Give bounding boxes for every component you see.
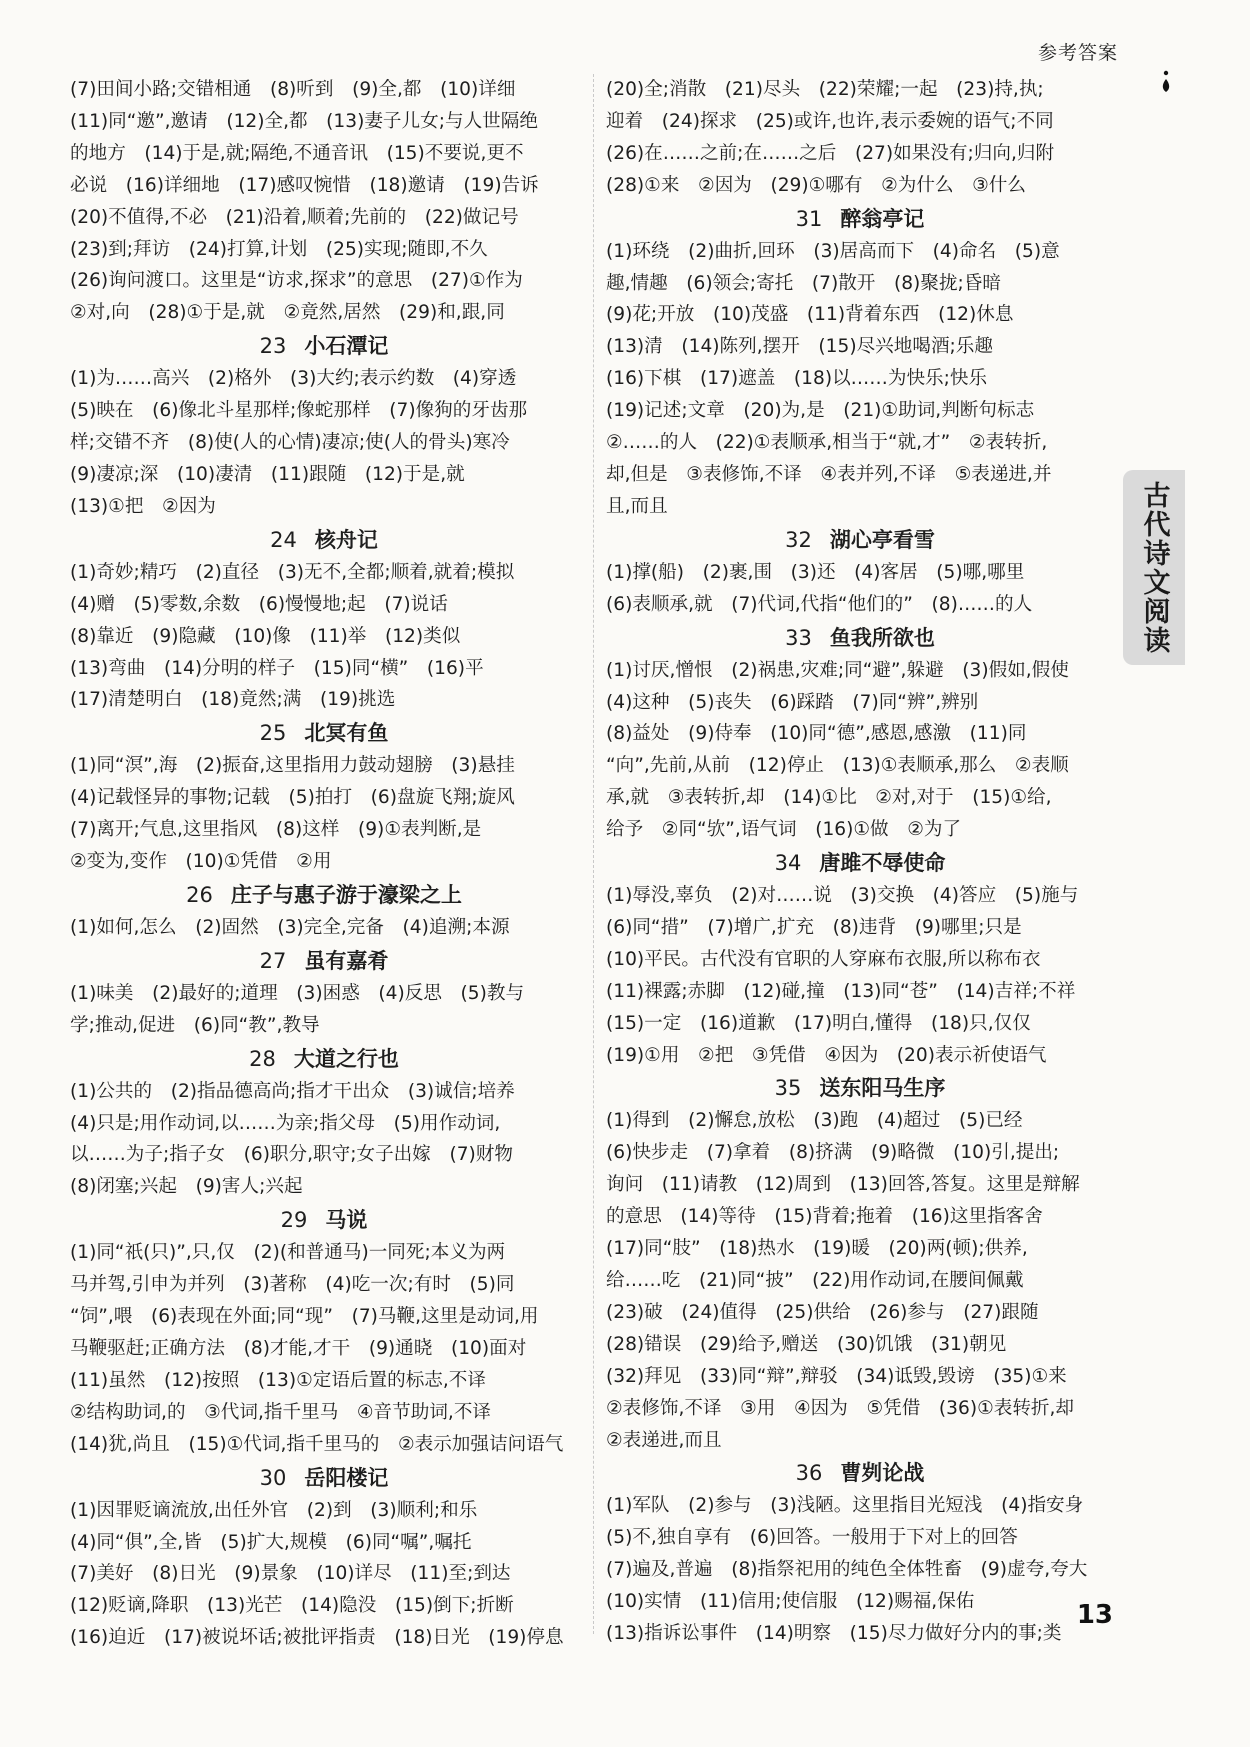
answer-line: (26)在……之前;在……之后 (27)如果没有;归向,归附 xyxy=(606,142,1055,164)
section-name: 岳阳楼记 xyxy=(304,1465,389,1490)
answer-line: (1)得到 (2)懈怠,放松 (3)跑 (4)超过 (5)已经 xyxy=(606,1110,1023,1132)
answer-line: (4)这种 (5)丧失 (6)踩踏 (7)同“辨”,辨别 xyxy=(606,691,979,713)
column-divider xyxy=(593,74,594,1634)
answer-line: ②变为,变作 (10)①凭借 ②用 xyxy=(70,851,332,873)
answer-line: 承,就 ③表转折,却 (14)①比 ②对,对于 (15)①给, xyxy=(606,787,1052,809)
answer-line: (7)田间小路;交错相通 (8)听到 (9)全,都 (10)详细 xyxy=(70,79,516,100)
answer-line: ②结构助词,的 ③代词,指千里马 ④音节助词,不译 xyxy=(70,1401,492,1423)
answer-line: (17)同“肢” (18)热水 (19)暖 (20)两(顿);供养, xyxy=(606,1238,1028,1260)
answer-line: (28)①来 ②因为 (29)①哪有 ②为什么 ③什么 xyxy=(606,174,1026,196)
answer-line: (9)花;开放 (10)茂盛 (11)背着东西 (12)休息 xyxy=(606,304,1014,326)
section-number: 27 xyxy=(259,948,287,973)
section-title xyxy=(70,1042,578,1076)
section-number: 31 xyxy=(795,206,823,231)
answer-line: (8)靠近 (9)隐藏 (10)像 (11)举 (12)类似 xyxy=(70,625,461,647)
answer-line: (13)弯曲 (14)分明的样子 (15)同“横” (16)平 xyxy=(70,657,484,679)
answer-line: (8)闭塞;兴起 (9)害人;兴起 xyxy=(70,1176,303,1198)
section-number: 23 xyxy=(259,334,287,359)
answer-line: 学;推动,促进 (6)同“教”,教导 xyxy=(70,1014,320,1036)
answer-line: (1)为……高兴 (2)格外 (3)大约;表示约数 (4)穿透 xyxy=(70,368,517,390)
answer-line: 马鞭驱赶;正确方法 (8)才能,才干 (9)通晓 (10)面对 xyxy=(70,1338,527,1359)
answer-line: (13)①把 ②因为 xyxy=(70,495,216,517)
answer-line: (16)迫近 (17)被说坏话;被批评指责 (18)日光 (19)停息 xyxy=(70,1627,564,1649)
answer-line: (11)同“邀”,邀请 (12)全,都 (13)妻子儿女;与人世隔绝 xyxy=(70,110,538,132)
answer-line: (19)①用 ②把 ③凭借 ④因为 (20)表示祈使语气 xyxy=(606,1044,1047,1066)
section-title xyxy=(606,1071,1114,1105)
section-number: 30 xyxy=(259,1465,287,1490)
section-number: 33 xyxy=(785,625,812,650)
answer-line: (1)辱没,辜负 (2)对……说 (3)交换 (4)答应 (5)施与 xyxy=(606,885,1079,907)
answer-line: 必说 (16)详细地 (17)感叹惋惜 (18)邀请 (19)告诉 xyxy=(70,174,539,196)
section-name: 核舟记 xyxy=(314,527,378,552)
answer-line: (1)讨厌,憎恨 (2)祸患,灾难;同“避”,躲避 (3)假如,假使 xyxy=(606,659,1069,681)
answer-line: 迎着 (24)探求 (25)或许,也许,表示委婉的语气;不同 xyxy=(606,110,1054,132)
answer-line: 以……为子;指子女 (6)职分,职守;女子出嫁 (7)财物 xyxy=(70,1144,513,1166)
section-name: 醉翁亭记 xyxy=(840,206,925,231)
answer-line: ②对,向 (28)①于是,就 ②竟然,居然 (29)和,跟,同 xyxy=(70,302,505,324)
section-name: 马说 xyxy=(325,1208,368,1233)
answer-line: (1)因罪贬谪流放,出任外官 (2)到 (3)顺利;和乐 xyxy=(70,1499,478,1521)
section-number: 25 xyxy=(259,721,287,746)
answer-line: 给……吃 (21)同“披” (22)用作动词,在腰间佩戴 xyxy=(606,1270,1024,1291)
section-name: 大道之行也 xyxy=(293,1046,399,1071)
answer-line: (12)贬谪,降职 (13)光芒 (14)隐没 (15)倒下;折断 xyxy=(70,1595,514,1617)
answer-line: (10)实情 (11)信用;使信服 (12)赐福,保佑 xyxy=(606,1591,975,1613)
section-name: 唐雎不辱使命 xyxy=(819,851,946,876)
section-number: 34 xyxy=(774,851,802,876)
section-number: 32 xyxy=(785,527,812,552)
section-title xyxy=(606,621,1114,655)
drop-ornament-icon xyxy=(1160,70,1172,94)
section-name: 送东阳马生序 xyxy=(819,1076,946,1101)
answer-line: (7)离开;气息,这里指风 (8)这样 (9)①表判断,是 xyxy=(70,819,482,841)
answer-line: (11)虽然 (12)按照 (13)①定语后置的标志,不译 xyxy=(70,1369,486,1391)
answer-line: (1)同“溟”,海 (2)振奋,这里指用力鼓动翅膀 (3)悬挂 xyxy=(70,755,515,777)
answer-line: ②表递进,而且 xyxy=(606,1429,722,1451)
answer-line: (4)赠 (5)零数,余数 (6)慢慢地;起 (7)说话 xyxy=(70,593,448,615)
answer-line: (1)奇妙;精巧 (2)直径 (3)无不,全都;顺着,就着;模拟 xyxy=(70,561,515,583)
answer-line: (1)撑(船) (2)裹,围 (3)还 (4)客居 (5)哪,哪里 xyxy=(606,561,1025,583)
answer-line: (5)映在 (6)像北斗星那样;像蛇那样 (7)像狗的牙齿那 xyxy=(70,400,528,422)
answer-line: “饲”,喂 (6)表现在外面;同“现” (7)马鞭,这里是动词,用 xyxy=(70,1306,539,1328)
section-title xyxy=(70,1203,578,1237)
answer-line: (5)不,独自享有 (6)回答。一般用于下对上的回答 xyxy=(606,1527,1018,1549)
answer-line: (1)味美 (2)最好的;道理 (3)困惑 (4)反思 (5)教与 xyxy=(70,982,525,1004)
answer-line: (1)如何,怎么 (2)固然 (3)完全,完备 (4)追溯;本源 xyxy=(70,916,510,938)
section-name: 庄子与惠子游于濠梁之上 xyxy=(230,882,462,907)
section-number: 29 xyxy=(280,1208,308,1233)
answer-line: 样;交错不齐 (8)使(人的心情)凄凉;使(人的骨头)寒冷 xyxy=(70,432,510,454)
answer-line: 马并驾,引申为并列 (3)著称 (4)吃一次;有时 (5)同 xyxy=(70,1274,515,1296)
section-side-tab xyxy=(1123,470,1185,665)
section-name: 北冥有鱼 xyxy=(304,721,389,746)
answer-line: 趣,情趣 (6)领会;寄托 (7)散开 (8)聚拢;昏暗 xyxy=(606,272,1001,294)
answer-line: (6)表顺承,就 (7)代词,代指“他们的” (8)……的人 xyxy=(606,593,1033,615)
answer-line: (10)平民。古代没有官职的人穿麻布衣服,所以称布衣 xyxy=(606,948,1041,970)
answer-line: (6)快步走 (7)拿着 (8)挤满 (9)略微 (10)引,提出; xyxy=(606,1142,1060,1164)
answer-line: (4)记载怪异的事物;记载 (5)拍打 (6)盘旋飞翔;旋风 xyxy=(70,787,515,809)
answer-line: (7)遍及,普遍 (8)指祭祀用的纯色全体牲畜 (9)虚夸,夸大 xyxy=(606,1559,1088,1581)
section-title xyxy=(70,329,578,363)
right-answer-column xyxy=(606,74,1114,1650)
answer-line: (17)清楚明白 (18)竟然;满 (19)挑选 xyxy=(70,689,396,711)
answer-line: 的意思 (14)等待 (15)背着;拖着 (16)这里指客舍 xyxy=(606,1206,1043,1228)
section-title xyxy=(70,1461,578,1495)
section-title xyxy=(606,523,1114,557)
section-number: 28 xyxy=(249,1046,276,1071)
answer-line: ②……的人 (22)①表顺承,相当于“就,才” ②表转折, xyxy=(606,432,1048,454)
answer-line: (11)裸露;赤脚 (12)碰,撞 (13)同“苍” (14)吉祥;不祥 xyxy=(606,980,1076,1002)
answer-line: (6)同“措” (7)增广,扩充 (8)违背 (9)哪里;只是 xyxy=(606,916,1022,938)
section-number: 36 xyxy=(795,1461,823,1486)
section-number: 26 xyxy=(186,882,213,907)
answer-line: (1)公共的 (2)指品德高尚;指才干出众 (3)诚信;培养 xyxy=(70,1080,515,1102)
section-name: 湖心亭看雪 xyxy=(829,527,935,552)
answer-line: 却,但是 ③表修饰,不译 ④表并列,不译 ⑤表递进,并 xyxy=(606,463,1052,485)
answer-line: (1)同“祇(只)”,只,仅 (2)(和普通马)一同死;本义为两 xyxy=(70,1242,506,1264)
section-title xyxy=(70,878,578,912)
answer-line: (4)同“俱”,全,皆 (5)扩大,规模 (6)同“嘱”,嘱托 xyxy=(70,1531,472,1553)
left-answer-column xyxy=(70,74,578,1654)
answer-line: (9)凄凉;深 (10)凄清 (11)跟随 (12)于是,就 xyxy=(70,463,465,485)
answer-line: (4)只是;用作动词,以……为亲;指父母 (5)用作动词, xyxy=(70,1112,501,1134)
section-title xyxy=(606,1456,1114,1490)
answer-line: (23)破 (24)值得 (25)供给 (26)参与 (27)跟随 xyxy=(606,1301,1039,1323)
answer-line: (13)清 (14)陈列,摆开 (15)尽兴地喝酒;乐趣 xyxy=(606,336,993,358)
answer-line: (32)拜见 (33)同“辩”,辩驳 (34)诋毁,毁谤 (35)①来 xyxy=(606,1365,1067,1387)
answer-line: (20)不值得,不必 (21)沿着,顺着;先前的 (22)做记号 xyxy=(70,206,519,228)
section-name: 虽有嘉肴 xyxy=(304,948,389,973)
answer-line: 的地方 (14)于是,就;隔绝,不通音讯 (15)不要说,更不 xyxy=(70,142,524,164)
section-title xyxy=(606,202,1114,236)
answer-line: “向”,先前,从前 (12)停止 (13)①表顺承,那么 ②表顺 xyxy=(606,755,1069,777)
section-title xyxy=(70,944,578,978)
answer-line: (26)询问渡口。这里是“访求,探求”的意思 (27)①作为 xyxy=(70,270,523,292)
section-title xyxy=(70,716,578,750)
answer-line: 给予 ②同“欤”,语气词 (16)①做 ②为了 xyxy=(606,819,962,841)
answer-line: (13)指诉讼事件 (14)明察 (15)尽力做好分内的事;类 xyxy=(606,1623,1062,1645)
answer-line: 且,而且 xyxy=(606,495,668,517)
answer-line: (28)错误 (29)给予,赠送 (30)饥饿 (31)朝见 xyxy=(606,1333,1007,1355)
answer-line: (16)下棋 (17)遮盖 (18)以……为快乐;快乐 xyxy=(606,368,988,390)
section-name: 鱼我所欲也 xyxy=(829,625,935,650)
section-title xyxy=(70,523,578,557)
answer-line: (1)军队 (2)参与 (3)浅陋。这里指目光短浅 (4)指安身 xyxy=(606,1495,1084,1517)
answer-line: (14)犹,尚且 (15)①代词,指千里马的 ②表示加强诘问语气 xyxy=(70,1433,564,1455)
answer-line: 询问 (11)请教 (12)周到 (13)回答,答复。这里是辩解 xyxy=(606,1174,1080,1196)
page-number: 13 xyxy=(1076,1600,1113,1630)
answer-line: (7)美好 (8)日光 (9)景象 (10)详尽 (11)至;到达 xyxy=(70,1563,511,1585)
answer-line: (20)全;消散 (21)尽头 (22)荣耀;一起 (23)持,执; xyxy=(606,79,1044,100)
section-name: 小石潭记 xyxy=(304,334,389,359)
answer-line: (1)环绕 (2)曲折,回环 (3)居高而下 (4)命名 (5)意 xyxy=(606,240,1060,262)
header-title: 参考答案 xyxy=(1037,42,1118,64)
answer-line: (15)一定 (16)道歉 (17)明白,懂得 (18)只,仅仅 xyxy=(606,1012,1031,1034)
side-tab-label: 古代诗文阅读 xyxy=(1138,480,1170,655)
section-number: 35 xyxy=(774,1076,802,1101)
section-number: 24 xyxy=(270,527,297,552)
answer-line: ②表修饰,不译 ③用 ④因为 ⑤凭借 (36)①表转折,却 xyxy=(606,1397,1075,1419)
answer-line: (19)记述;文章 (20)为,是 (21)①助词,判断句标志 xyxy=(606,400,1035,422)
answer-line: (8)益处 (9)侍奉 (10)同“德”,感恩,感激 (11)同 xyxy=(606,723,1027,745)
section-title xyxy=(606,846,1114,880)
section-name: 曹刿论战 xyxy=(840,1461,925,1486)
answer-line: (23)到;拜访 (24)打算,计划 (25)实现;随即,不久 xyxy=(70,238,488,260)
